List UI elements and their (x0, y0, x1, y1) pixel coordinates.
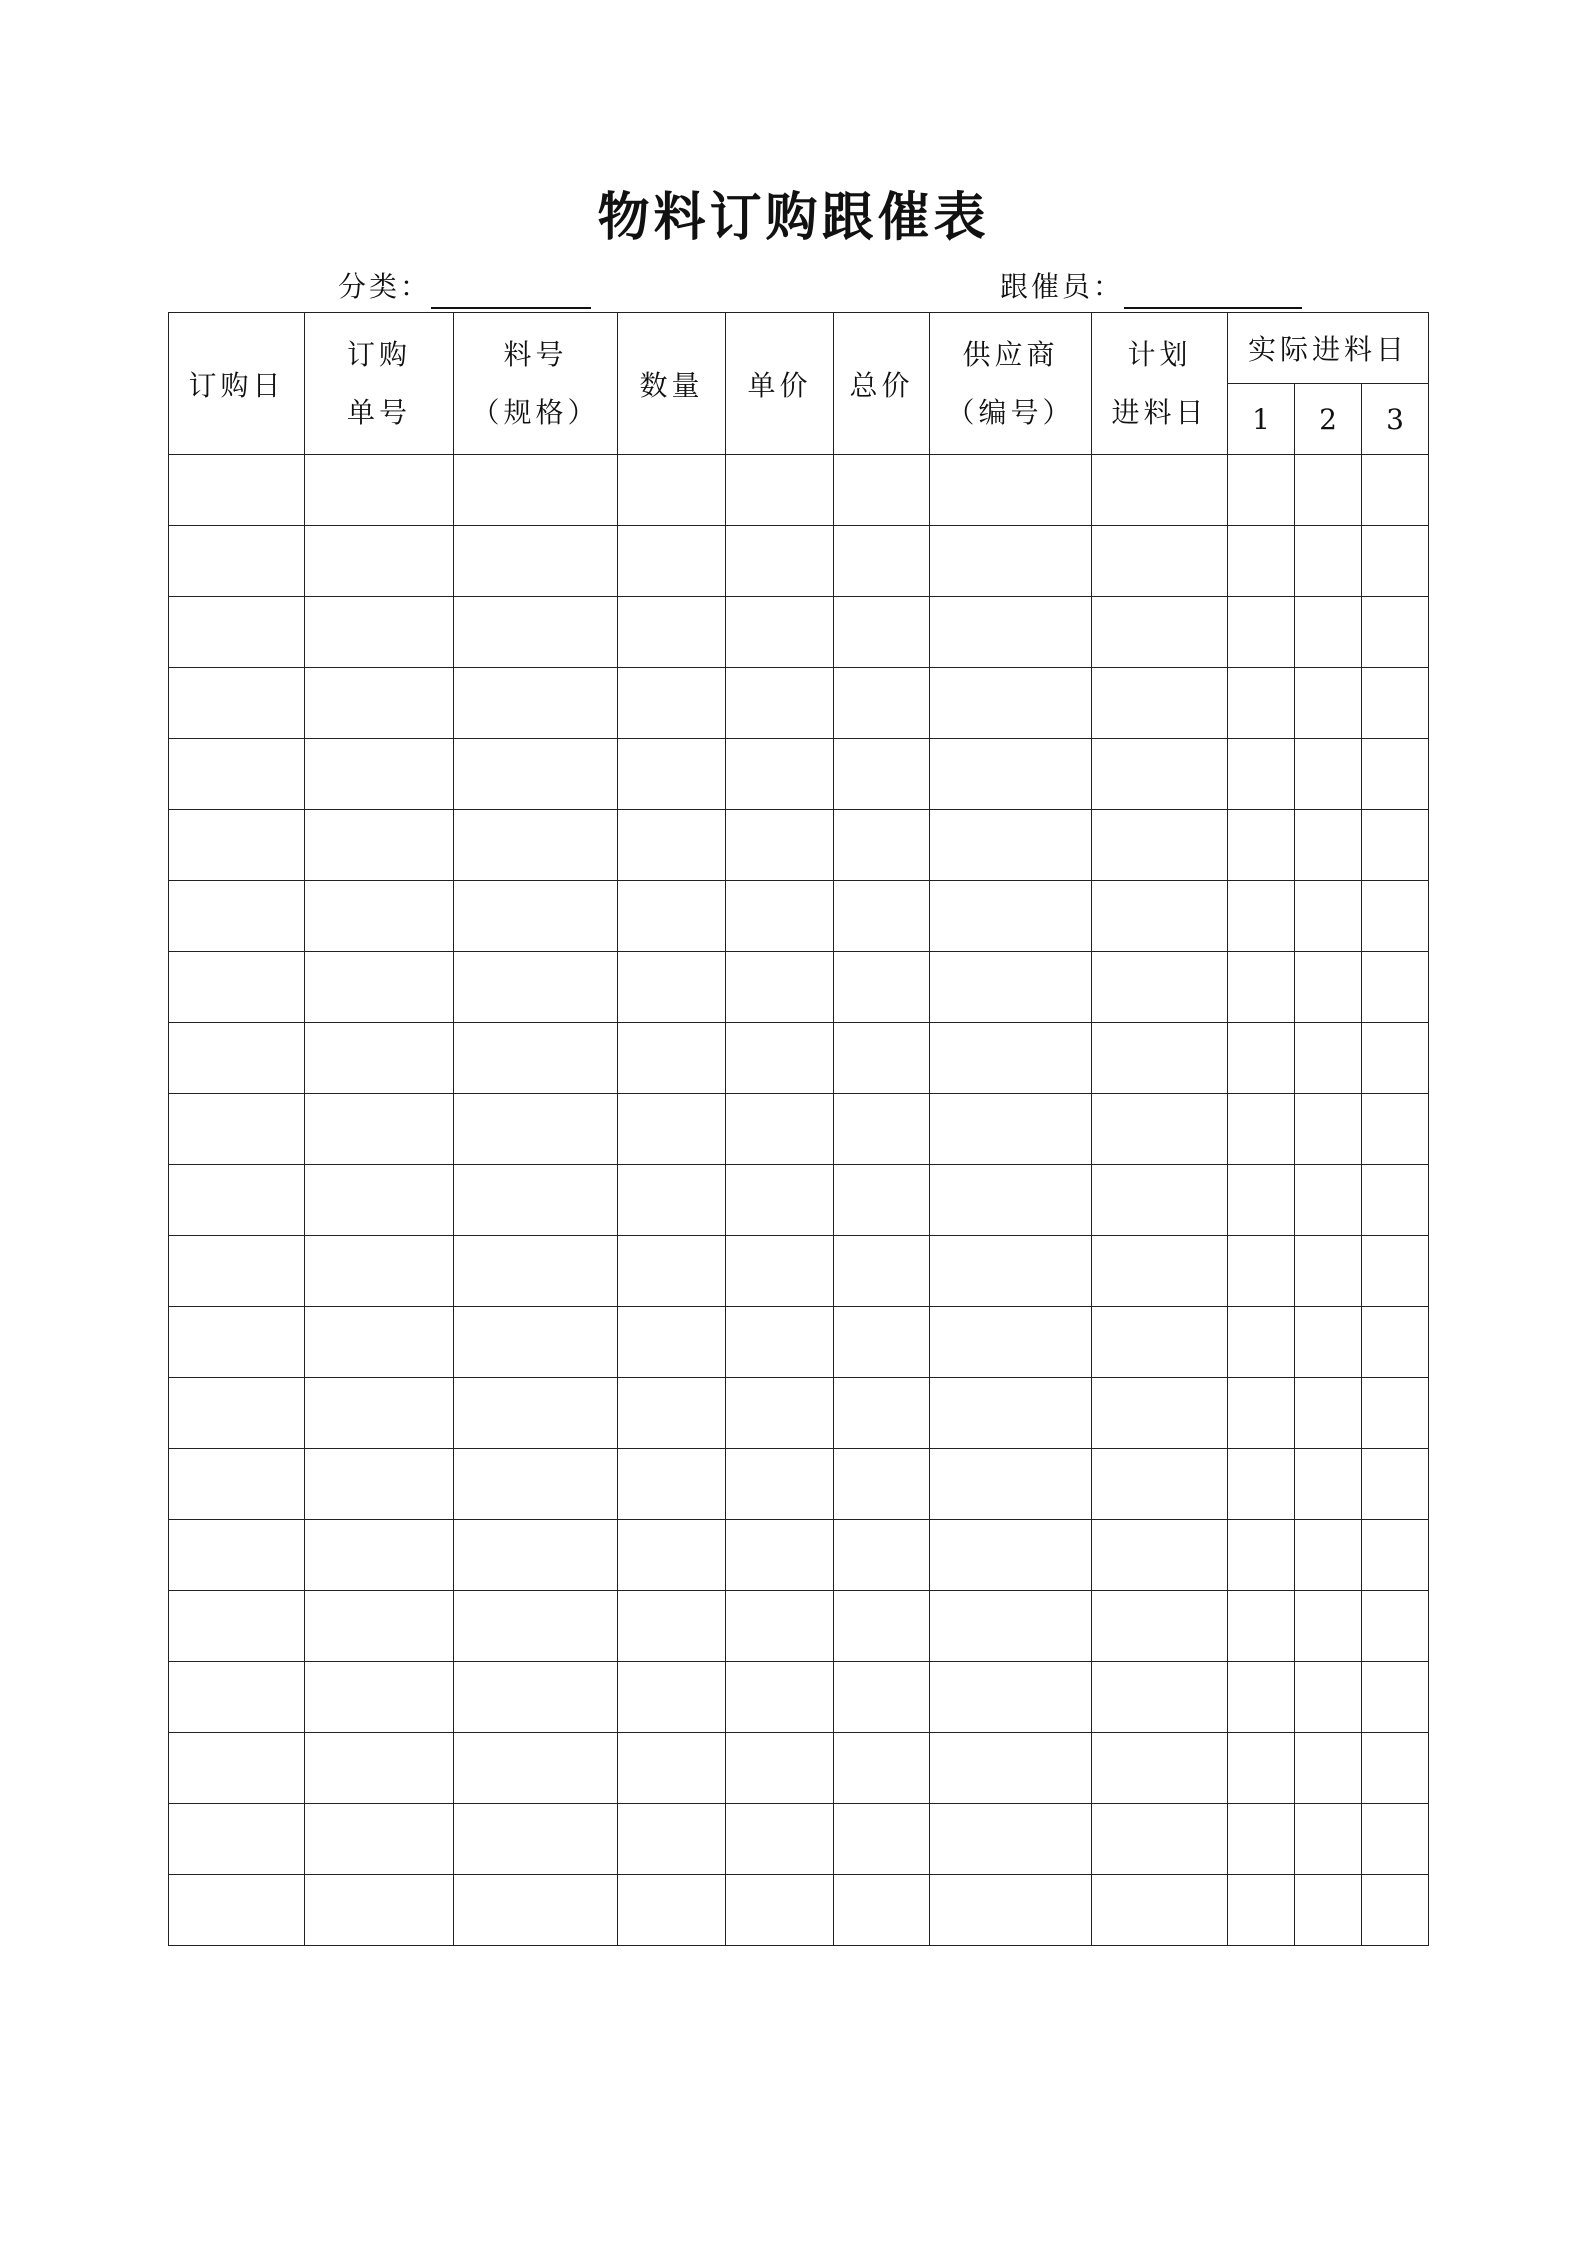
follower-label: 跟催员： (1000, 270, 1125, 303)
table-cell[interactable] (1295, 668, 1362, 739)
table-cell[interactable] (1295, 739, 1362, 810)
table-cell[interactable] (930, 668, 1092, 739)
table-cell[interactable] (169, 1307, 305, 1378)
table-row (169, 1236, 1429, 1307)
table-cell[interactable] (169, 1662, 305, 1733)
table-cell[interactable] (1362, 526, 1429, 597)
table-cell[interactable] (726, 1662, 834, 1733)
table-cell[interactable] (1092, 739, 1228, 810)
table-cell[interactable] (618, 1307, 726, 1378)
category-field (338, 265, 591, 309)
header-planned-delivery (1092, 313, 1228, 455)
order-follow-up-table (168, 312, 1429, 1946)
table-cell[interactable] (454, 952, 618, 1023)
table-cell[interactable] (1295, 1165, 1362, 1236)
table-cell[interactable] (834, 952, 930, 1023)
table-cell[interactable] (305, 1662, 454, 1733)
table-cell[interactable] (834, 597, 930, 668)
table-cell[interactable] (834, 1165, 930, 1236)
header-quantity: 数量 (618, 313, 726, 455)
table-cell[interactable] (1295, 810, 1362, 881)
table-cell[interactable] (305, 597, 454, 668)
table-cell[interactable] (1228, 526, 1295, 597)
table-cell[interactable] (1228, 1804, 1295, 1875)
table-cell[interactable] (1295, 1094, 1362, 1165)
table-cell[interactable] (1092, 952, 1228, 1023)
table-body (169, 455, 1429, 1946)
table-cell[interactable] (1362, 810, 1429, 881)
table-cell[interactable] (1295, 881, 1362, 952)
table-cell[interactable] (1362, 1023, 1429, 1094)
header-order-number-line2: 单号 (346, 395, 411, 429)
table-cell[interactable] (930, 881, 1092, 952)
table-cell[interactable] (454, 1591, 618, 1662)
table-cell[interactable] (1295, 952, 1362, 1023)
table-cell[interactable] (454, 455, 618, 526)
table-cell[interactable] (1362, 1094, 1429, 1165)
table-cell[interactable] (305, 810, 454, 881)
header-actual-delivery-1: 1 (1228, 384, 1295, 455)
category-blank[interactable] (431, 271, 591, 309)
table-cell[interactable] (1092, 1094, 1228, 1165)
table-cell[interactable] (834, 668, 930, 739)
table-cell[interactable] (305, 1875, 454, 1946)
table-row (169, 1165, 1429, 1236)
table-row (169, 668, 1429, 739)
table-cell[interactable] (834, 1023, 930, 1094)
table-cell[interactable] (1228, 1094, 1295, 1165)
table-cell[interactable] (834, 1733, 930, 1804)
table-cell[interactable] (1295, 597, 1362, 668)
table-cell[interactable] (305, 1733, 454, 1804)
table-cell[interactable] (1092, 455, 1228, 526)
table-cell[interactable] (1295, 1875, 1362, 1946)
table-cell[interactable] (169, 597, 305, 668)
table-cell[interactable] (169, 1733, 305, 1804)
table-row (169, 1662, 1429, 1733)
table-cell[interactable] (1295, 1378, 1362, 1449)
table-cell[interactable] (930, 952, 1092, 1023)
table-cell[interactable] (1295, 1591, 1362, 1662)
table-cell[interactable] (1092, 668, 1228, 739)
table-cell[interactable] (1092, 1023, 1228, 1094)
table-cell[interactable] (305, 1165, 454, 1236)
table-cell[interactable] (930, 455, 1092, 526)
table-cell[interactable] (834, 455, 930, 526)
table-cell[interactable] (1362, 1520, 1429, 1591)
table-cell[interactable] (169, 810, 305, 881)
table-cell[interactable] (726, 1520, 834, 1591)
table-cell[interactable] (1092, 1733, 1228, 1804)
table-row (169, 1023, 1429, 1094)
table-cell[interactable] (454, 1236, 618, 1307)
table-cell[interactable] (1295, 1307, 1362, 1378)
table-cell[interactable] (834, 1307, 930, 1378)
table-cell[interactable] (1362, 668, 1429, 739)
table-cell[interactable] (169, 1378, 305, 1449)
table-cell[interactable] (834, 1662, 930, 1733)
table-cell[interactable] (834, 739, 930, 810)
table-cell[interactable] (834, 1520, 930, 1591)
table-cell[interactable] (305, 1520, 454, 1591)
table-cell[interactable] (930, 1520, 1092, 1591)
table-row (169, 455, 1429, 526)
table-cell[interactable] (305, 455, 454, 526)
table-cell[interactable] (305, 1307, 454, 1378)
table-cell[interactable] (618, 881, 726, 952)
table-cell[interactable] (726, 668, 834, 739)
table-cell[interactable] (1092, 1307, 1228, 1378)
table-cell[interactable] (930, 739, 1092, 810)
table-cell[interactable] (930, 597, 1092, 668)
table-cell[interactable] (726, 455, 834, 526)
header-total-price: 总价 (834, 313, 930, 455)
table-cell[interactable] (930, 1449, 1092, 1520)
table-cell[interactable] (1362, 952, 1429, 1023)
table-cell[interactable] (1092, 1236, 1228, 1307)
table-cell[interactable] (169, 1449, 305, 1520)
header-supplier-line1: 供应商 (962, 337, 1059, 371)
table-cell[interactable] (454, 881, 618, 952)
table-cell[interactable] (169, 668, 305, 739)
table-cell[interactable] (454, 597, 618, 668)
table-cell[interactable] (726, 597, 834, 668)
header-part-number-line2: （规格） (471, 395, 600, 429)
header-actual-delivery: 实际进料日 (1228, 313, 1429, 384)
table-cell[interactable] (454, 810, 618, 881)
table-cell[interactable] (618, 1804, 726, 1875)
table-cell[interactable] (1228, 1023, 1295, 1094)
table-cell[interactable] (726, 1875, 834, 1946)
table-cell[interactable] (169, 1520, 305, 1591)
table-cell[interactable] (454, 1094, 618, 1165)
table-cell[interactable] (305, 1449, 454, 1520)
header-actual-delivery-2: 2 (1295, 384, 1362, 455)
table-cell[interactable] (1228, 1591, 1295, 1662)
table-cell[interactable] (1362, 597, 1429, 668)
table-cell[interactable] (618, 1875, 726, 1946)
table-cell[interactable] (1092, 597, 1228, 668)
table-cell[interactable] (1362, 1733, 1429, 1804)
table-cell[interactable] (1228, 1520, 1295, 1591)
table-cell[interactable] (169, 526, 305, 597)
table-cell[interactable] (1228, 1378, 1295, 1449)
table-cell[interactable] (1362, 1378, 1429, 1449)
table-cell[interactable] (726, 1307, 834, 1378)
table-cell[interactable] (1228, 1875, 1295, 1946)
table-cell[interactable] (1228, 952, 1295, 1023)
table-row (169, 1733, 1429, 1804)
table-cell[interactable] (618, 526, 726, 597)
table-cell[interactable] (169, 1023, 305, 1094)
table-cell[interactable] (454, 526, 618, 597)
header-planned-delivery-line2: 进料日 (1111, 395, 1208, 429)
table-cell[interactable] (1228, 455, 1295, 526)
header-supplier (930, 313, 1092, 455)
table-cell[interactable] (305, 1023, 454, 1094)
table-row (169, 1378, 1429, 1449)
table-cell[interactable] (1295, 1023, 1362, 1094)
table-cell[interactable] (305, 739, 454, 810)
table-cell[interactable] (726, 1804, 834, 1875)
table-cell[interactable] (169, 1236, 305, 1307)
table-cell[interactable] (454, 1662, 618, 1733)
table-cell[interactable] (1362, 455, 1429, 526)
table-row (169, 952, 1429, 1023)
table-cell[interactable] (1362, 1662, 1429, 1733)
table-cell[interactable] (454, 739, 618, 810)
table-cell[interactable] (930, 1307, 1092, 1378)
table-cell[interactable] (1295, 1733, 1362, 1804)
table-cell[interactable] (1092, 1449, 1228, 1520)
table-cell[interactable] (930, 1875, 1092, 1946)
table-cell[interactable] (454, 1804, 618, 1875)
table-cell[interactable] (169, 455, 305, 526)
table-row (169, 1449, 1429, 1520)
header-unit-price: 单价 (726, 313, 834, 455)
table-cell[interactable] (169, 1165, 305, 1236)
table-cell[interactable] (726, 952, 834, 1023)
table-cell[interactable] (726, 1449, 834, 1520)
table-cell[interactable] (305, 881, 454, 952)
page-title: 物料订购跟催表 (597, 187, 990, 248)
table-cell[interactable] (1362, 1165, 1429, 1236)
table-cell[interactable] (930, 1094, 1092, 1165)
table-cell[interactable] (726, 1023, 834, 1094)
table-cell[interactable] (305, 668, 454, 739)
table-cell[interactable] (1362, 1449, 1429, 1520)
table-cell[interactable] (618, 952, 726, 1023)
table-cell[interactable] (726, 881, 834, 952)
table-cell[interactable] (618, 1733, 726, 1804)
table-cell[interactable] (618, 810, 726, 881)
table-row (169, 739, 1429, 810)
header-actual-delivery-3: 3 (1362, 384, 1429, 455)
table-cell[interactable] (1092, 1378, 1228, 1449)
table-cell[interactable] (834, 1804, 930, 1875)
table-cell[interactable] (726, 1378, 834, 1449)
table-cell[interactable] (454, 1449, 618, 1520)
header-order-number (305, 313, 454, 455)
table-cell[interactable] (1295, 1520, 1362, 1591)
table-cell[interactable] (618, 1023, 726, 1094)
table-cell[interactable] (618, 1449, 726, 1520)
table-cell[interactable] (1228, 881, 1295, 952)
table-row (169, 1520, 1429, 1591)
table-cell[interactable] (1362, 1804, 1429, 1875)
table-cell[interactable] (169, 881, 305, 952)
table-cell[interactable] (726, 1591, 834, 1662)
table-cell[interactable] (454, 1023, 618, 1094)
header-planned-delivery-line1: 计划 (1127, 337, 1192, 371)
table-cell[interactable] (454, 1520, 618, 1591)
table-cell[interactable] (454, 1875, 618, 1946)
table-cell[interactable] (1092, 1520, 1228, 1591)
table-cell[interactable] (1228, 739, 1295, 810)
table-cell[interactable] (618, 1662, 726, 1733)
header-part-number (454, 313, 618, 455)
table-cell[interactable] (1362, 1307, 1429, 1378)
table-cell[interactable] (1092, 1591, 1228, 1662)
table-cell[interactable] (169, 952, 305, 1023)
table-row (169, 597, 1429, 668)
table-cell[interactable] (930, 810, 1092, 881)
table-cell[interactable] (834, 1449, 930, 1520)
table-cell[interactable] (1228, 668, 1295, 739)
table-cell[interactable] (834, 1591, 930, 1662)
table-cell[interactable] (834, 1094, 930, 1165)
follower-blank[interactable] (1124, 271, 1302, 309)
table-cell[interactable] (930, 1023, 1092, 1094)
table-row (169, 810, 1429, 881)
table-cell[interactable] (618, 1165, 726, 1236)
table-cell[interactable] (834, 881, 930, 952)
table-cell[interactable] (1092, 1804, 1228, 1875)
table-cell[interactable] (1295, 526, 1362, 597)
table-cell[interactable] (1362, 1875, 1429, 1946)
table-cell[interactable] (1092, 1875, 1228, 1946)
table-cell[interactable] (1362, 881, 1429, 952)
table-cell[interactable] (618, 1591, 726, 1662)
table-cell[interactable] (930, 1662, 1092, 1733)
table-cell[interactable] (1295, 1662, 1362, 1733)
table-cell[interactable] (1362, 1591, 1429, 1662)
table-row (169, 1307, 1429, 1378)
table-cell[interactable] (305, 952, 454, 1023)
table-cell[interactable] (305, 526, 454, 597)
table-cell[interactable] (1228, 1733, 1295, 1804)
table-cell[interactable] (618, 1520, 726, 1591)
table-cell[interactable] (1362, 739, 1429, 810)
table-cell[interactable] (305, 1378, 454, 1449)
table-cell[interactable] (1092, 1165, 1228, 1236)
table-cell[interactable] (169, 1804, 305, 1875)
table-cell[interactable] (305, 1094, 454, 1165)
table-cell[interactable] (169, 1094, 305, 1165)
table-cell[interactable] (1228, 1165, 1295, 1236)
table-cell[interactable] (834, 526, 930, 597)
table-cell[interactable] (1295, 1449, 1362, 1520)
table-cell[interactable] (305, 1804, 454, 1875)
table-cell[interactable] (169, 1875, 305, 1946)
table-cell[interactable] (1092, 526, 1228, 597)
follower-field (1000, 265, 1302, 309)
table-cell[interactable] (454, 1378, 618, 1449)
table-cell[interactable] (169, 739, 305, 810)
table-cell[interactable] (305, 1591, 454, 1662)
table-cell[interactable] (618, 1378, 726, 1449)
table-cell[interactable] (618, 1094, 726, 1165)
table-cell[interactable] (454, 668, 618, 739)
table-cell[interactable] (726, 1165, 834, 1236)
header-supplier-line2: （编号） (946, 395, 1075, 429)
table-cell[interactable] (454, 1165, 618, 1236)
table-cell[interactable] (834, 810, 930, 881)
table-cell[interactable] (618, 668, 726, 739)
table-cell[interactable] (930, 526, 1092, 597)
table-cell[interactable] (1092, 810, 1228, 881)
table-cell[interactable] (454, 1307, 618, 1378)
table-cell[interactable] (930, 1378, 1092, 1449)
table-cell[interactable] (834, 1378, 930, 1449)
table-cell[interactable] (618, 739, 726, 810)
table-cell[interactable] (1295, 1804, 1362, 1875)
table-row (169, 1875, 1429, 1946)
table-cell[interactable] (930, 1591, 1092, 1662)
table-row (169, 1804, 1429, 1875)
table-row (169, 1094, 1429, 1165)
table-cell[interactable] (1295, 455, 1362, 526)
table-cell[interactable] (618, 455, 726, 526)
table-cell[interactable] (1228, 810, 1295, 881)
table-cell[interactable] (1228, 1236, 1295, 1307)
table-cell[interactable] (1228, 597, 1295, 668)
table-cell[interactable] (618, 597, 726, 668)
table-cell[interactable] (1228, 1449, 1295, 1520)
table-cell[interactable] (1228, 1662, 1295, 1733)
table-row (169, 881, 1429, 952)
table-cell[interactable] (726, 1236, 834, 1307)
table-cell[interactable] (305, 1236, 454, 1307)
header-order-date: 订购日 (169, 313, 305, 455)
table-cell[interactable] (726, 739, 834, 810)
table-cell[interactable] (930, 1804, 1092, 1875)
table-row (169, 526, 1429, 597)
category-label: 分类： (338, 270, 432, 303)
table-cell[interactable] (1092, 1662, 1228, 1733)
table-row (169, 1591, 1429, 1662)
header-part-number-line1: 料号 (503, 337, 568, 371)
table-cell[interactable] (1362, 1236, 1429, 1307)
table-cell[interactable] (454, 1733, 618, 1804)
table-cell[interactable] (169, 1591, 305, 1662)
table-cell[interactable] (1295, 1236, 1362, 1307)
table-cell[interactable] (726, 810, 834, 881)
table-cell[interactable] (834, 1875, 930, 1946)
table-cell[interactable] (930, 1733, 1092, 1804)
table-cell[interactable] (726, 1733, 834, 1804)
table-cell[interactable] (834, 1236, 930, 1307)
table-cell[interactable] (726, 526, 834, 597)
table-cell[interactable] (1092, 881, 1228, 952)
table-cell[interactable] (618, 1236, 726, 1307)
table-cell[interactable] (930, 1236, 1092, 1307)
header-order-number-line1: 订购 (346, 337, 411, 371)
table-cell[interactable] (1228, 1307, 1295, 1378)
table-cell[interactable] (930, 1165, 1092, 1236)
table-cell[interactable] (726, 1094, 834, 1165)
